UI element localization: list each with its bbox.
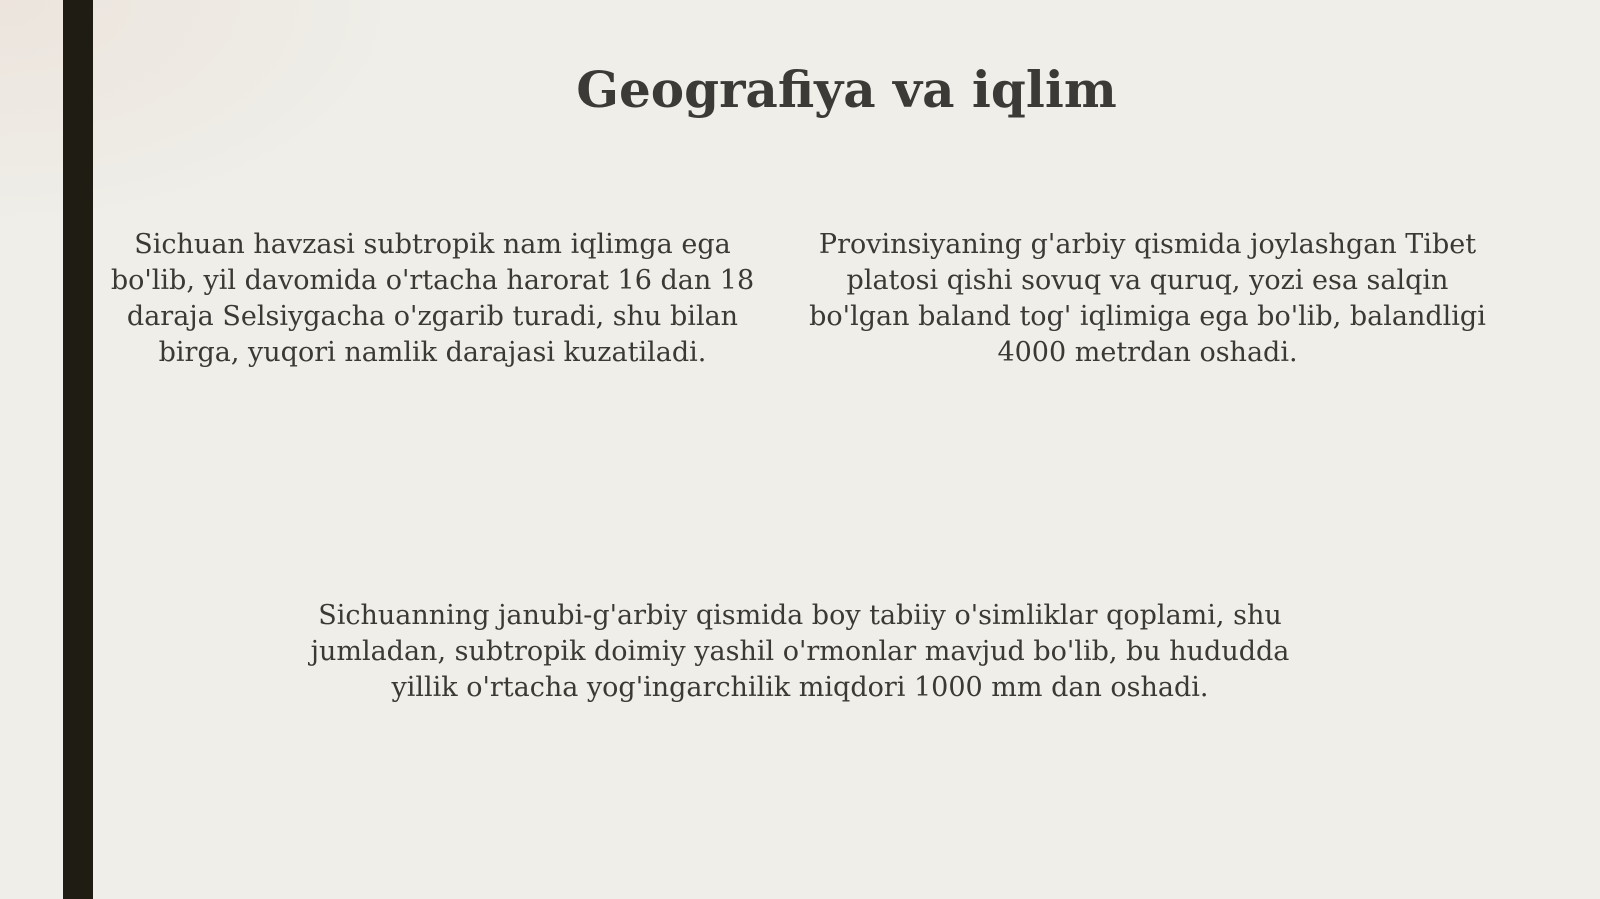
left-accent-bar: [63, 0, 93, 899]
slide-title: Geografiya va iqlim: [576, 60, 1117, 119]
paragraph-southwest-vegetation: Sichuanning janubi-g'arbiy qismida boy tabiiy o'simliklar qoplami, shu jumladan, subtropik doimiy yashil o'rmonlar mavjud bo'lib, bu hududda yillik o'rtacha yog'ingarchilik miqdori 1000 mm dan oshadi.: [310, 600, 1290, 703]
paragraph-sichuan-basin: Sichuan havzasi subtropik nam iqlimga ega bo'lib, yil davomida o'rtacha harorat 16 dan 18 daraja Selsiygacha o'zgarib turadi, shu bilan birga, yuqori namlik darajasi kuzatiladi.: [110, 229, 755, 368]
paragraph-tibet-plateau: Provinsiyaning g'arbiy qismida joylashgan Tibet platosi qishi sovuq va quruq, yozi esa salqin bo'lgan baland tog' iqlimiga ega bo'lib, balandligi 4000 metrdan oshadi.: [809, 229, 1486, 368]
